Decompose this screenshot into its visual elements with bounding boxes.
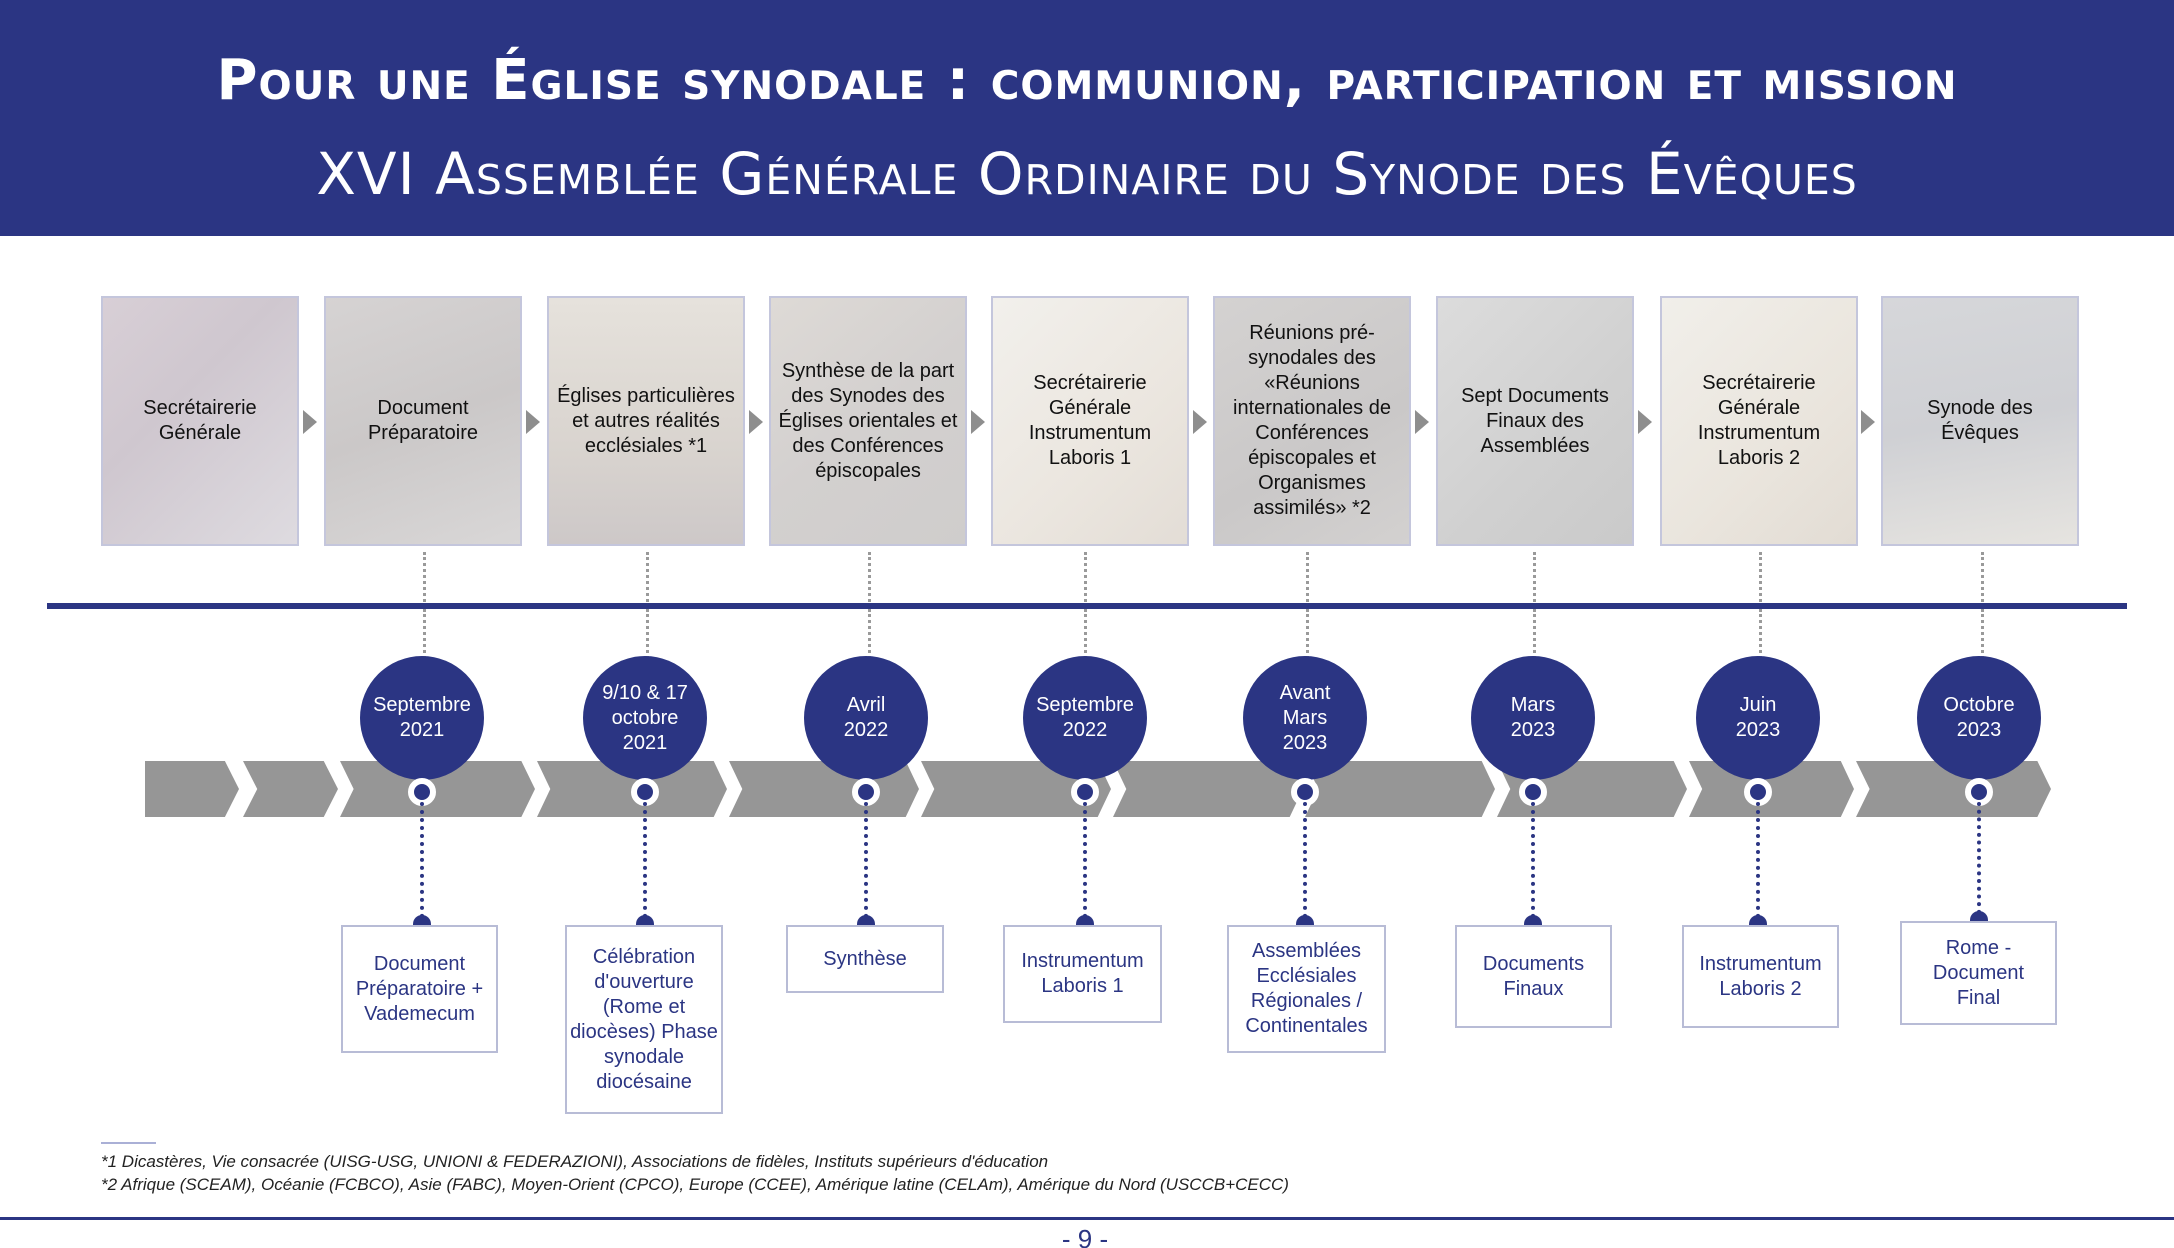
footnote-1: *1 Dicastères, Vie consacrée (UISG-USG, UNIONI & FEDERAZIONI), Associations de fidèles, Instituts supérieurs d'éducation <box>101 1152 1049 1171</box>
timeline-chevron <box>145 761 239 817</box>
milestone-circle <box>1696 656 1820 780</box>
connector-line <box>1084 609 1087 659</box>
connector-line <box>1306 609 1309 659</box>
output-box <box>786 925 944 993</box>
timeline-divider <box>47 603 2127 609</box>
connector-line <box>646 552 649 602</box>
arrow-right-icon <box>1415 410 1429 434</box>
output-box <box>341 925 498 1053</box>
connector-line <box>1083 802 1087 918</box>
stage-label: Réunions pré-synodales des «Réunions internationales de Conférences épiscopales et Organismes assimilés» *2 <box>1233 322 1391 519</box>
connector-line <box>868 552 871 602</box>
stage-card-synthese <box>769 296 967 546</box>
connector-line <box>423 552 426 602</box>
connector-line <box>1759 609 1762 659</box>
footnote-2: *2 Afrique (SCEAM), Océanie (FCBCO), Asie (FABC), Moyen-Orient (CPCO), Europe (CCEE), Amérique latine (CELAm), Amérique du Nord (USCCB+CECC) <box>101 1175 1289 1194</box>
stage-card-sept-documents <box>1436 296 1634 546</box>
connector-line <box>643 802 647 918</box>
connector-line <box>1306 552 1309 602</box>
connector-line <box>1756 802 1760 918</box>
milestone-circle <box>1243 656 1367 780</box>
stage-label: Sept Documents Finaux des Assemblées <box>1461 384 1609 457</box>
connector-cap <box>1296 915 1314 925</box>
milestone-date: Avant Mars 2023 <box>1279 681 1331 754</box>
stage-card-reunions-pre-synodales <box>1213 296 1411 546</box>
stage-card-instrumentum-2 <box>1660 296 1858 546</box>
milestone-date: Mars 2023 <box>1510 694 1556 741</box>
stage-card-synode <box>1881 296 2079 546</box>
stage-card-document-preparatoire <box>324 296 522 546</box>
milestone-date: Septembre 2022 <box>1036 694 1134 741</box>
connector-line <box>1759 552 1762 602</box>
stage-label: Secrétairerie Générale Instrumentum Laboris 2 <box>1697 372 1821 469</box>
arrow-right-icon <box>1638 410 1652 434</box>
output-label: Célébration d'ouverture (Rome et diocèses) Phase synodale diocésaine <box>570 945 718 1093</box>
connector-line <box>1533 552 1536 602</box>
arrow-right-icon <box>749 410 763 434</box>
output-box <box>1003 925 1162 1023</box>
stage-label: Secrétairerie Générale <box>143 397 257 444</box>
connector-line <box>420 802 424 918</box>
output-label: Document Préparatoire + Vademecum <box>355 952 484 1025</box>
milestone-date: Septembre 2021 <box>373 694 471 741</box>
milestone-circle <box>1023 656 1147 780</box>
output-label: Instrumentum Laboris 2 <box>1699 952 1822 1000</box>
arrow-right-icon <box>1193 410 1207 434</box>
connector-line <box>1981 609 1984 659</box>
output-label: Synthèse <box>823 947 907 970</box>
connector-line <box>1981 552 1984 602</box>
connector-cap <box>1749 915 1767 925</box>
page-number: - 9 - <box>1061 1224 1109 1248</box>
connector-cap <box>1970 911 1988 921</box>
arrow-right-icon <box>1861 410 1875 434</box>
milestone-circle <box>1917 656 2041 780</box>
stage-card-instrumentum-1 <box>991 296 1189 546</box>
output-box <box>1455 925 1612 1028</box>
footer-rule <box>0 1217 2174 1220</box>
connector-cap <box>1524 915 1542 925</box>
page-subtitle: XVI Assemblée Générale Ordinaire du Synode des Évêques <box>316 140 1858 208</box>
output-label: Rome - Document Final <box>1932 936 2025 1009</box>
output-box <box>1682 925 1839 1028</box>
connector-line <box>646 609 649 659</box>
milestone-date: 9/10 & 17 octobre 2021 <box>602 681 688 754</box>
connector-line <box>868 609 871 659</box>
milestone-date: Avril 2022 <box>843 694 889 741</box>
stage-label: Églises particulières et autres réalités ecclésiales *1 <box>557 384 735 457</box>
output-label: Instrumentum Laboris 1 <box>1021 950 1144 997</box>
connector-cap <box>857 915 875 925</box>
arrow-right-icon <box>526 410 540 434</box>
output-box <box>1900 921 2057 1025</box>
milestone-circle <box>1471 656 1595 780</box>
connector-cap <box>636 915 654 925</box>
timeline-chevron <box>243 761 338 817</box>
output-box <box>565 925 723 1114</box>
stage-label: Synode des Évêques <box>1927 397 2033 444</box>
footnote-rule <box>101 1142 156 1144</box>
connector-cap <box>1076 915 1094 925</box>
connector-line <box>423 609 426 659</box>
connector-line <box>1977 802 1981 914</box>
stage-card-eglises-particulieres <box>547 296 745 546</box>
stage-label: Synthèse de la part des Synodes des Églises orientales et des Conférences épiscopales <box>778 359 958 482</box>
connector-line <box>1303 802 1307 918</box>
stage-card-secretairerie <box>101 296 299 546</box>
milestone-circle <box>583 656 707 780</box>
connector-line <box>864 802 868 918</box>
page-header <box>0 0 2174 236</box>
output-box <box>1227 925 1386 1053</box>
connector-line <box>1533 609 1536 659</box>
arrow-right-icon <box>971 410 985 434</box>
milestone-circle <box>804 656 928 780</box>
stage-label: Secrétairerie Générale Instrumentum Laboris 1 <box>1028 372 1152 469</box>
stage-label: Document Préparatoire <box>367 397 479 444</box>
connector-line <box>1084 552 1087 602</box>
connector-line <box>1531 802 1535 918</box>
connector-cap <box>413 915 431 925</box>
milestone-circle <box>360 656 484 780</box>
output-label: Assemblées Ecclésiales Régionales / Continentales <box>1245 940 1368 1037</box>
milestone-date: Octobre 2023 <box>1943 694 2015 741</box>
milestone-date: Juin 2023 <box>1735 694 1781 741</box>
arrow-right-icon <box>303 410 317 434</box>
output-label: Documents Finaux <box>1482 952 1585 1000</box>
page-title: Pour une Église synodale : communion, participation et mission <box>216 48 1958 113</box>
